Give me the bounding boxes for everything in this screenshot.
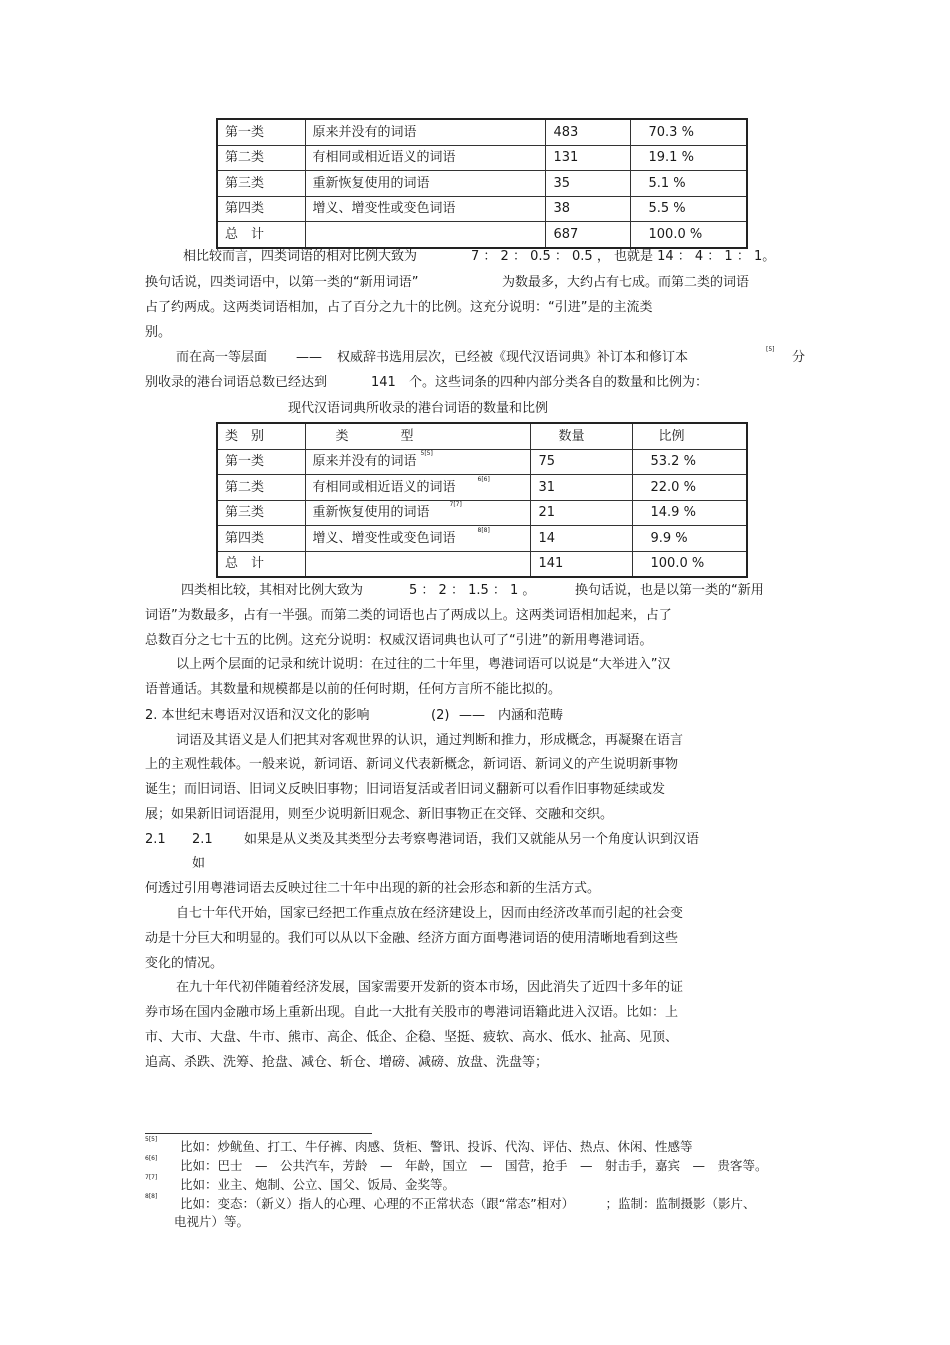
paragraph-text: 市、大市、大盘、牛市、熊市、高企、低企、企稳、坚挺、疲软、高水、低水、扯高、见顶、	[145, 1030, 679, 1045]
paragraph-text: 词语及其语义是人们把其对客观世界的认识，通过判断和推力，形成概念，再凝聚在语言	[176, 733, 684, 748]
table-cell: 131	[545, 145, 630, 171]
section-heading-number: (2)	[431, 708, 450, 723]
column-header: 类 别	[217, 423, 305, 449]
table-row	[217, 119, 747, 145]
paragraph-text: 展；如果新旧词语混用，则至少说明新旧观念、新旧事物正在交铎、交融和交织。	[145, 807, 614, 822]
table-cell: 22.0 %	[632, 475, 747, 501]
type-label: 重新恢复使用的词语	[312, 505, 430, 521]
table-cell: 第四类	[217, 196, 305, 222]
table-row	[217, 475, 747, 501]
table-caption: 现代汉语词典所收录的港台词语的数量和比例	[288, 401, 549, 416]
paragraph-text: 语普通话。其数量和规模都是以前的任何时期，任何方言所不能比拟的。	[145, 682, 562, 697]
table-header-row	[217, 423, 747, 449]
table-cell: 483	[545, 119, 630, 145]
table-row	[217, 526, 747, 552]
table-cell: 100.0 %	[630, 222, 747, 248]
footnote-text: 比如：巴士 — 公共汽车，芳龄 — 年龄，国立 — 国营，抢手 — 射击手，嘉宾 — 贵客等。	[180, 1158, 768, 1173]
column-header: 数量	[530, 423, 632, 449]
footnote-mark: 8[8]	[145, 1193, 158, 1200]
table-cell: 38	[545, 196, 630, 222]
table-cell: 5.1 %	[630, 171, 747, 197]
table-row	[217, 449, 747, 475]
table-cell: 第一类	[217, 119, 305, 145]
table-cell: 14	[530, 526, 632, 552]
table-cell	[305, 222, 545, 248]
column-header: 类 型	[305, 423, 530, 449]
paragraph-text: 为数最多，大约占有七成。而第二类的词语	[502, 275, 750, 290]
footnote-text: 比如：业主、炮制、公立、国父、饭局、金奖等。	[180, 1177, 456, 1192]
footnote-ref: 8[8]	[477, 526, 490, 534]
footnote-divider	[145, 1133, 372, 1134]
section-heading-title: 内涵和范畴	[498, 708, 564, 723]
table-row	[217, 500, 747, 526]
paragraph-text: 券市场在国内金融市场上重新出现。自此一大批有关股市的粤港词语籍此进入汉语。比如：上	[145, 1005, 679, 1020]
table-cell: 687	[545, 222, 630, 248]
table-cell: 100.0 %	[632, 551, 747, 577]
dash: ——	[296, 350, 322, 365]
paragraph-text: 总数百分之七十五的比例。这充分说明：权威汉语词典也认可了“引进”的新用粤港词语。	[145, 633, 653, 648]
section-heading: 2. 本世纪末粤语对汉语和汉文化的影响	[145, 708, 370, 723]
table-cell	[305, 475, 530, 501]
paragraph-text: 换句话说，四类词语中，以第一类的“新用词语”	[145, 275, 419, 290]
table-cell	[305, 500, 530, 526]
footnote-text: 电视片）等。	[174, 1214, 250, 1229]
dash: ——	[459, 708, 485, 723]
paragraph-number: 141	[371, 375, 396, 390]
paragraph-text: 在九十年代初伴随着经济发展，国家需要开发新的资本市场，因此消失了近四十多年的证	[176, 980, 684, 995]
table-row	[217, 196, 747, 222]
table-cell: 9.9 %	[632, 526, 747, 552]
footnote-ref: 7[7]	[449, 501, 462, 509]
table-cell: 第三类	[217, 500, 305, 526]
subsection-number: 2.1	[145, 832, 166, 847]
subsection-number: 2.1	[192, 832, 213, 847]
table-cell: 第二类	[217, 475, 305, 501]
paragraph-text: 变化的情况。	[145, 956, 224, 971]
table-cell	[305, 449, 530, 475]
table-cell: 35	[545, 171, 630, 197]
table-row	[217, 171, 747, 197]
table-cell: 重新恢复使用的词语	[305, 171, 545, 197]
footnote-mark: 6[6]	[145, 1155, 158, 1162]
paragraph-text: 如果是从义类及其类型分去考察粤港词语，我们又就能从另一个角度认识到汉语	[244, 832, 700, 847]
footnote-mark: 5[5]	[145, 1136, 158, 1143]
paragraph-ratio: 7 ： 2 ： 0.5 ： 0.5 ， 也就是 14 ： 4 ： 1 ： 1。	[471, 249, 776, 264]
table-cell: 总 计	[217, 222, 305, 248]
paragraph-text: 追高、杀跌、洗筹、抢盘、减仓、斩仓、增磅、减磅、放盘、洗盘等；	[145, 1055, 549, 1070]
paragraph-text: 个。这些词条的四种内部分类各自的数量和比例为：	[409, 375, 709, 390]
paragraph-text: 换句话说，也是以第一类的“新用	[575, 583, 764, 598]
word-category-table-2	[216, 422, 748, 578]
table-total-row	[217, 222, 747, 248]
table-cell: 5.5 %	[630, 196, 747, 222]
table-cell: 原来并没有的词语	[305, 119, 545, 145]
table-cell: 19.1 %	[630, 145, 747, 171]
table-cell: 141	[530, 551, 632, 577]
paragraph-text: 诞生；而旧词语、旧词义反映旧事物；旧词语复活或者旧词义翻新可以看作旧事物延续或发	[145, 782, 666, 797]
type-label: 原来并没有的词语	[312, 454, 417, 470]
paragraph-text: 权威辞书选用层次，已经被《现代汉语词典》补订本和修订本	[337, 350, 689, 365]
paragraph-text: 何透过引用粤港词语去反映过往二十年中出现的新的社会形态和新的生活方式。	[145, 881, 601, 896]
paragraph-text: 别。	[145, 325, 172, 340]
paragraph-text: 动是十分巨大和明显的。我们可以从以下金融、经济方面方面粤港词语的使用清晰地看到这些	[145, 931, 679, 946]
table-cell: 53.2 %	[632, 449, 747, 475]
table-cell: 第三类	[217, 171, 305, 197]
type-label: 有相同或相近语义的词语	[312, 479, 456, 495]
footnote-ref: [5]	[766, 346, 775, 353]
paragraph-text: 四类相比较，其相对比例大致为	[181, 583, 364, 598]
footnote-ref: 5[5]	[420, 450, 433, 458]
footnote-text: 比如：变态：（新义）指人的心理、心理的不正常状态（跟“常态”相对） ；监制：监制摄影（影片、	[180, 1196, 756, 1211]
table-row	[217, 145, 747, 171]
paragraph-text: 词语”为数最多，占有一半强。而第二类的词语也占了两成以上。这两类词语相加起来，占了	[145, 608, 672, 623]
footnote-ref: 6[6]	[477, 475, 490, 483]
table-cell: 第二类	[217, 145, 305, 171]
paragraph-text: 占了约两成。这两类词语相加，占了百分之九十的比例。这充分说明：“引进”是的主流类	[145, 300, 653, 315]
table-cell	[305, 526, 530, 552]
table-cell: 总 计	[217, 551, 305, 577]
word-category-table-1	[216, 118, 748, 249]
column-header: 比例	[632, 423, 747, 449]
paragraph-text: 上的主观性载体。一般来说，新词语、新词义代表新概念，新词语、新词义的产生说明新事物	[145, 757, 679, 772]
table-cell: 有相同或相近语义的词语	[305, 145, 545, 171]
paragraph-ratio: 5 ： 2 ： 1.5 ： 1 。	[409, 583, 536, 598]
paragraph-text: 相比较而言，四类词语的相对比例大致为	[183, 249, 418, 264]
table-cell: 第四类	[217, 526, 305, 552]
table-cell: 75	[530, 449, 632, 475]
table-cell: 14.9 %	[632, 500, 747, 526]
table-cell: 31	[530, 475, 632, 501]
paragraph-text: 自七十年代开始，国家已经把工作重点放在经济建设上，因而由经济改革而引起的社会变	[176, 906, 684, 921]
paragraph-text: 以上两个层面的记录和统计说明：在过往的二十年里，粤港词语可以说是“大举进入”汉	[176, 657, 671, 672]
table-total-row	[217, 551, 747, 577]
table-cell: 增义、增变性或变色词语	[305, 196, 545, 222]
type-label: 增义、增变性或变色词语	[312, 530, 456, 546]
table-cell: 第一类	[217, 449, 305, 475]
footnote-mark: 7[7]	[145, 1174, 158, 1181]
table-cell	[305, 551, 530, 577]
table-cell: 21	[530, 500, 632, 526]
paragraph-text: 如	[192, 856, 206, 871]
table-cell: 70.3 %	[630, 119, 747, 145]
footnote-text: 比如：炒鱿鱼、打工、牛仔裤、肉感、货柜、警讯、投诉、代沟、评估、热点、休闲、性感等	[180, 1139, 693, 1154]
paragraph-text: 而在高一等层面	[176, 350, 268, 365]
paragraph-text: 别收录的港台词语总数已经达到	[145, 375, 328, 390]
paragraph-text: 分	[792, 350, 806, 365]
